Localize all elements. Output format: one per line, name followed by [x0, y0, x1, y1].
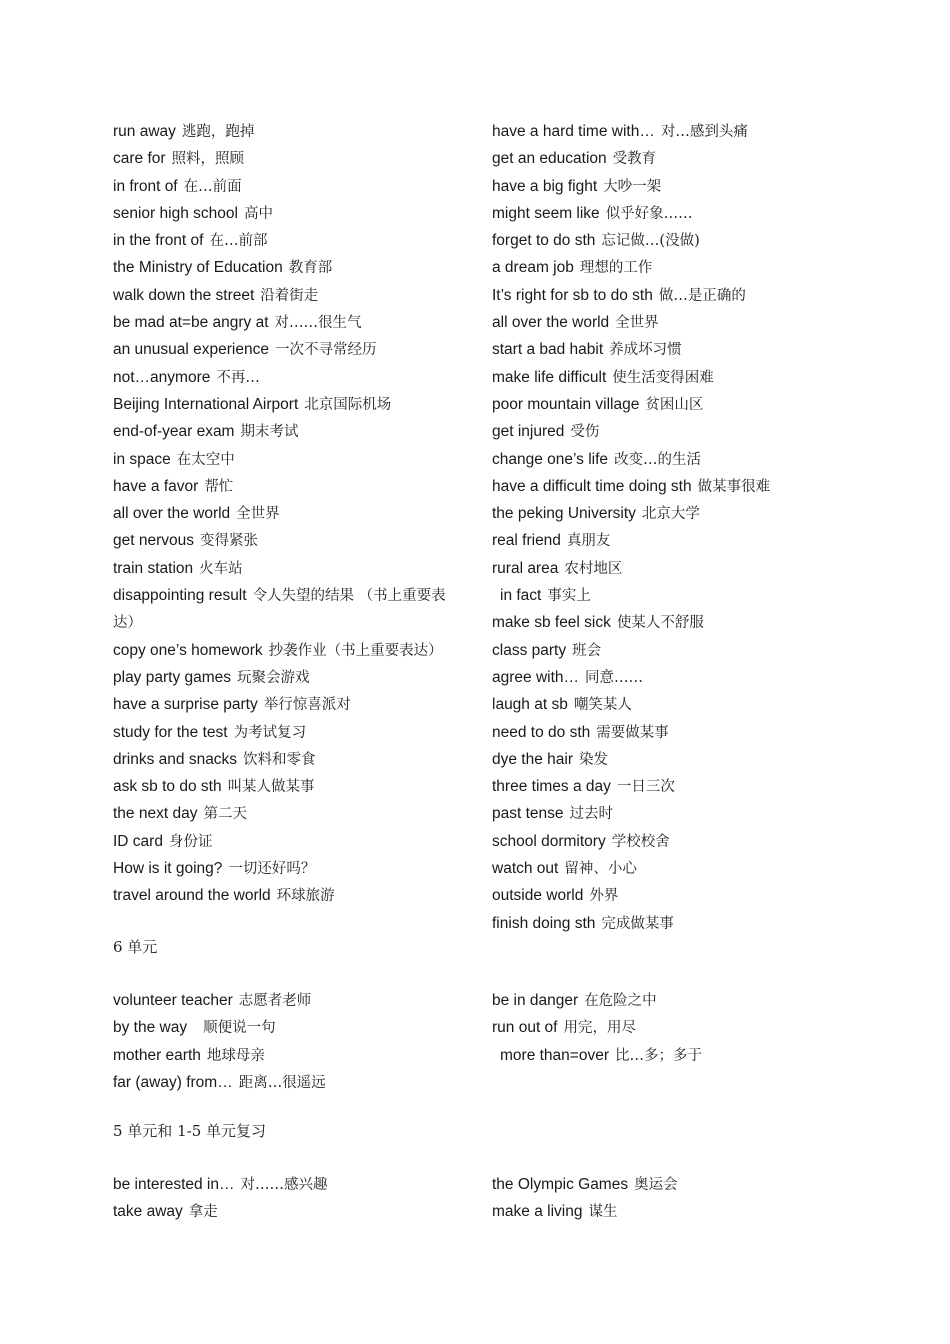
vocab-entry: the next day 第二天 — [113, 805, 247, 823]
vocab-entry: real friend 真朋友 — [492, 532, 611, 550]
vocab-entry: agree with… 同意…… — [492, 668, 644, 686]
vocab-entry: end-of-year exam 期末考试 — [113, 423, 299, 441]
vocab-entry: make life difficult 使生活变得困难 — [492, 368, 714, 386]
vocab-entry: walk down the street 沿着街走 — [113, 286, 319, 304]
vocab-entry: outside world 外界 — [492, 887, 619, 905]
vocab-entry: in fact 事实上 — [500, 587, 591, 605]
vocab-entry: past tense 过去时 — [492, 805, 614, 823]
vocab-entry: have a big fight 大吵一架 — [492, 177, 662, 195]
vocab-entry: take away 拿走 — [113, 1203, 218, 1221]
vocab-entry: the Ministry of Education 教育部 — [113, 259, 333, 277]
vocab-entry: not…anymore 不再… — [113, 368, 260, 386]
vocab-entry: be mad at=be angry at 对……很生气 — [113, 314, 362, 332]
vocab-entry: mother earth 地球母亲 — [113, 1046, 265, 1064]
vocab-entry: have a favor 帮忙 — [113, 477, 234, 495]
vocab-entry: a dream job 理想的工作 — [492, 259, 653, 277]
vocab-entry: in space 在太空中 — [113, 450, 235, 468]
vocab-entry: might seem like 似乎好象…… — [492, 204, 693, 222]
vocab-section-1 — [113, 118, 833, 937]
vocab-entry: get nervous 变得紧张 — [113, 532, 258, 550]
vocab-entry: play party games 玩聚会游戏 — [113, 668, 310, 686]
vocab-entry: in front of 在…前面 — [113, 177, 242, 195]
vocab-entry: ask sb to do sth 叫某人做某事 — [113, 778, 315, 796]
vocab-entry: have a difficult time doing sth 做某事很难 — [492, 477, 771, 495]
vocab-entry: in the front of 在…前部 — [113, 232, 268, 250]
vocab-entry: school dormitory 学校校舍 — [492, 832, 670, 850]
vocab-entry: get an education 受教育 — [492, 150, 657, 168]
vocab-entry: rural area 农村地区 — [492, 559, 623, 577]
vocab-entry: more than=over 比…多；多于 — [500, 1046, 702, 1064]
vocab-entry: start a bad habit 养成坏习惯 — [492, 341, 682, 359]
vocab-entry: ID card 身份证 — [113, 832, 213, 850]
vocab-entry: an unusual experience 一次不寻常经历 — [113, 341, 377, 359]
vocab-column-right — [492, 1171, 832, 1226]
vocab-entry: all over the world 全世界 — [113, 505, 280, 523]
vocab-entry: Beijing International Airport 北京国际机场 — [113, 395, 392, 413]
vocab-entry: How is it going? 一切还好吗？ — [113, 860, 316, 878]
vocab-entry: get injured 受伤 — [492, 423, 600, 441]
vocab-entry: finish doing sth 完成做某事 — [492, 914, 674, 932]
vocab-column-right — [492, 118, 832, 937]
vocab-entry: copy one’s homework 抄袭作业（书上重要表达） — [113, 641, 443, 659]
vocab-entry: three times a day 一日三次 — [492, 778, 675, 796]
vocab-entry: run away 逃跑，跑掉 — [113, 123, 255, 140]
vocab-section-3 — [113, 1171, 833, 1226]
vocab-entry: dye the hair 染发 — [492, 750, 608, 768]
section-heading-unit-6: 6 单元 — [113, 938, 158, 956]
vocab-entry: change one’s life 改变…的生活 — [492, 450, 702, 468]
vocab-entry: study for the test 为考试复习 — [113, 723, 307, 741]
vocab-entry: have a hard time with… 对…感到头痛 — [492, 123, 748, 140]
vocab-entry: train station 火车站 — [113, 559, 243, 577]
vocab-entry: far (away) from… 距离…很遥远 — [113, 1073, 326, 1091]
vocab-entry: travel around the world 环球旅游 — [113, 887, 335, 905]
vocab-entry: need to do sth 需要做某事 — [492, 723, 669, 741]
vocab-entry: watch out 留神、小心 — [492, 860, 637, 878]
vocab-entry: run out of 用完，用尽 — [492, 1019, 636, 1037]
vocab-entry: disappointing result 令人失望的结果 （书上重要表达） — [113, 587, 446, 632]
vocab-entry: volunteer teacher 志愿者老师 — [113, 992, 312, 1009]
vocab-entry: class party 班会 — [492, 641, 602, 659]
vocab-entry: by the way 顺便说一句 — [113, 1019, 276, 1037]
vocab-column-left — [113, 1171, 492, 1226]
vocab-entry: laugh at sb 嘲笑某人 — [492, 696, 632, 714]
vocab-entry: have a surprise party 举行惊喜派对 — [113, 696, 351, 714]
section-heading-unit-5-review: 5 单元和 1-5 单元复习 — [113, 1122, 267, 1140]
vocab-entry: be interested in… 对……感兴趣 — [113, 1176, 328, 1193]
vocab-entry: poor mountain village 贫困山区 — [492, 395, 704, 413]
vocab-column-right — [492, 987, 832, 1096]
vocab-entry: care for 照料，照顾 — [113, 150, 245, 168]
vocab-entry: make a living 谋生 — [492, 1203, 618, 1221]
vocab-section-2 — [113, 987, 833, 1096]
vocab-entry: It’s right for sb to do sth 做…是正确的 — [492, 286, 746, 304]
vocab-entry: forget to do sth 忘记做…(没做) — [492, 232, 700, 250]
vocab-entry: make sb feel sick 使某人不舒服 — [492, 614, 704, 632]
vocab-entry: all over the world 全世界 — [492, 314, 659, 332]
vocab-entry: be in danger 在危险之中 — [492, 992, 657, 1009]
vocab-entry: drinks and snacks 饮料和零食 — [113, 750, 316, 768]
vocab-column-left — [113, 118, 492, 937]
vocab-column-left — [113, 987, 492, 1096]
vocab-entry: senior high school 高中 — [113, 204, 273, 222]
vocab-entry: the peking University 北京大学 — [492, 505, 700, 523]
vocab-entry: the Olympic Games 奥运会 — [492, 1176, 678, 1193]
